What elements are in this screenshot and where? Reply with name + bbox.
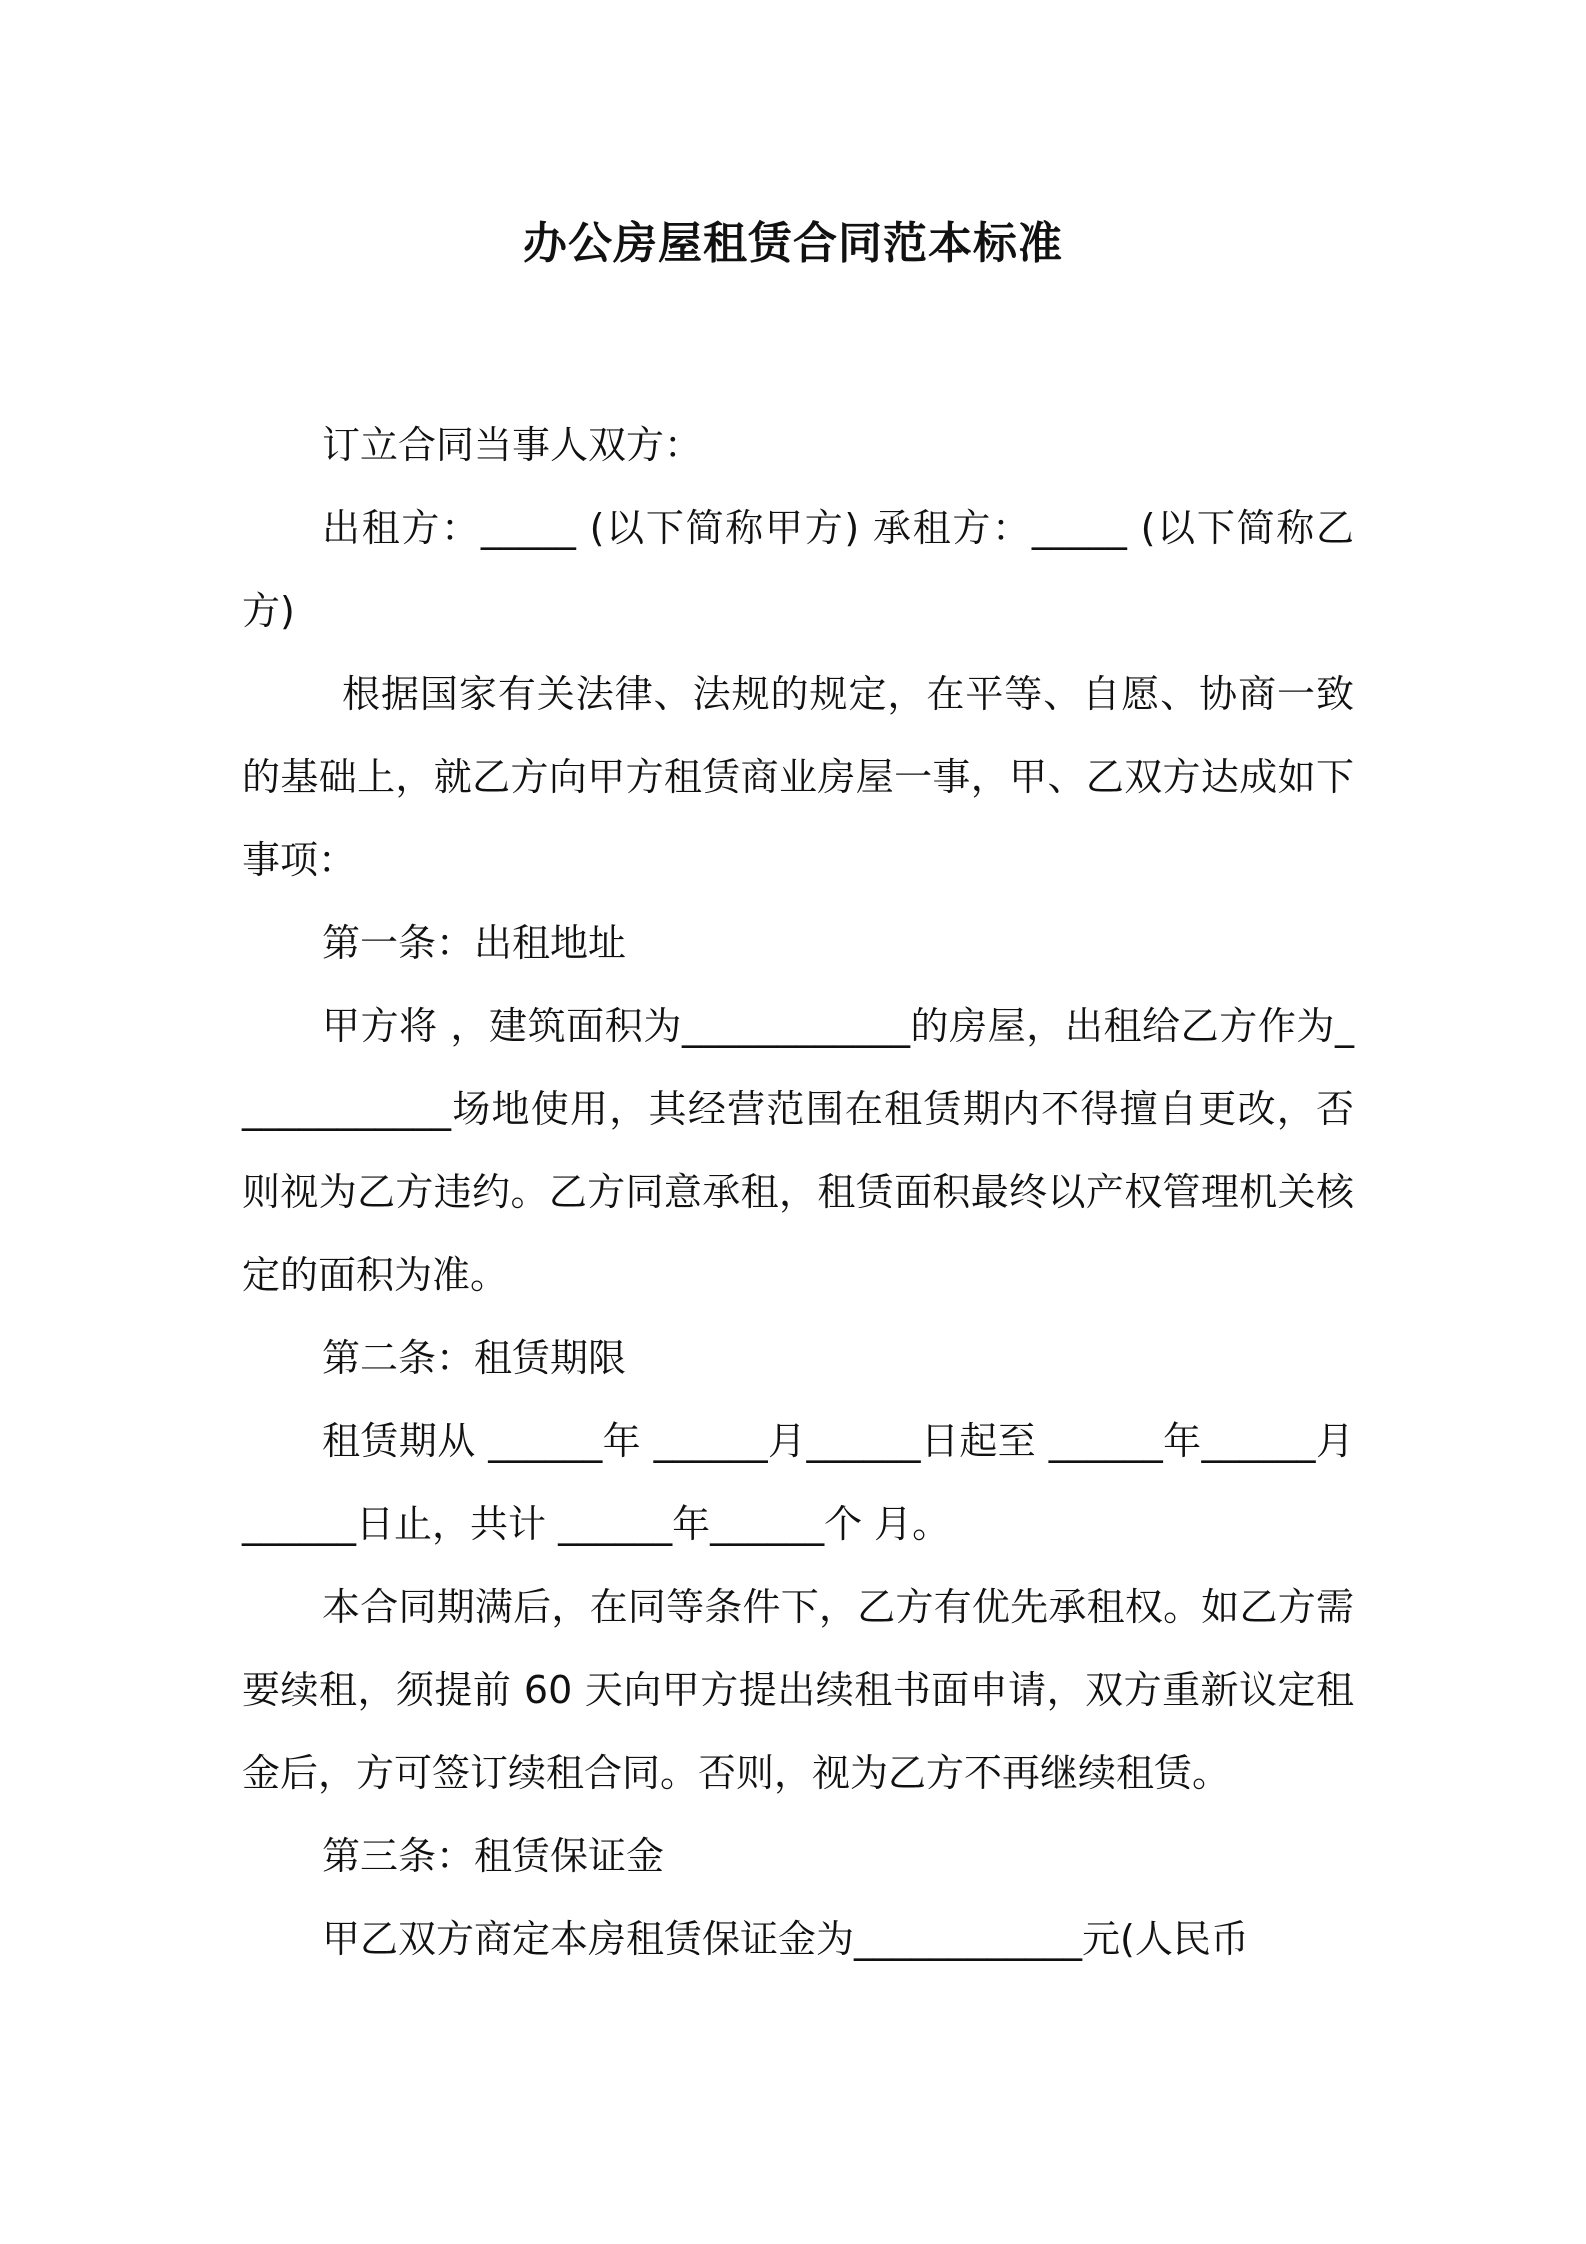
preamble-paragraph: 根据国家有关法律、法规的规定，在平等、自愿、协商一致的基础上，就乙方向甲方租赁商业房屋一事，甲、乙双方达成如下事项： [242,672,1354,882]
lease-term-paragraph: 租赁期从 ______年 ______月______日起至 ______年______月______日止，共计 ______年______个 月。 [242,1419,1354,1546]
article-3-heading: 第三条：租赁保证金 [322,1834,665,1878]
parties-line: 出租方：_____ (以下简称甲方) 承租方：_____ (以下简称乙方) [242,506,1354,633]
renewal-paragraph: 本合同期满后，在同等条件下，乙方有优先承租权。如乙方需要续租，须提前 60 天向甲方提出续租书面申请，双方重新议定租金后，方可签订续租合同。否则，视为乙方不再继续租赁。 [242,1585,1354,1795]
article-1-heading: 第一条：出租地址 [322,921,627,965]
document-title: 办公房屋租赁合同范本标准 [523,218,1063,269]
document-body [242,404,1354,1981]
article-2-heading: 第二条：租赁期限 [322,1336,627,1380]
parties-heading: 订立合同当事人双方： [322,423,703,467]
article-1-paragraph: 甲方将 ，建筑面积为____________的房屋，出租给乙方作为____________场地使用，其经营范围在租赁期内不得擅自更改，否则视为乙方违约。乙方同意承租，租赁面积最终以产权管理机关核定的面积为准。 [242,1004,1354,1297]
deposit-paragraph: 甲乙双方商定本房租赁保证金为____________元(人民币 [322,1917,1249,1961]
